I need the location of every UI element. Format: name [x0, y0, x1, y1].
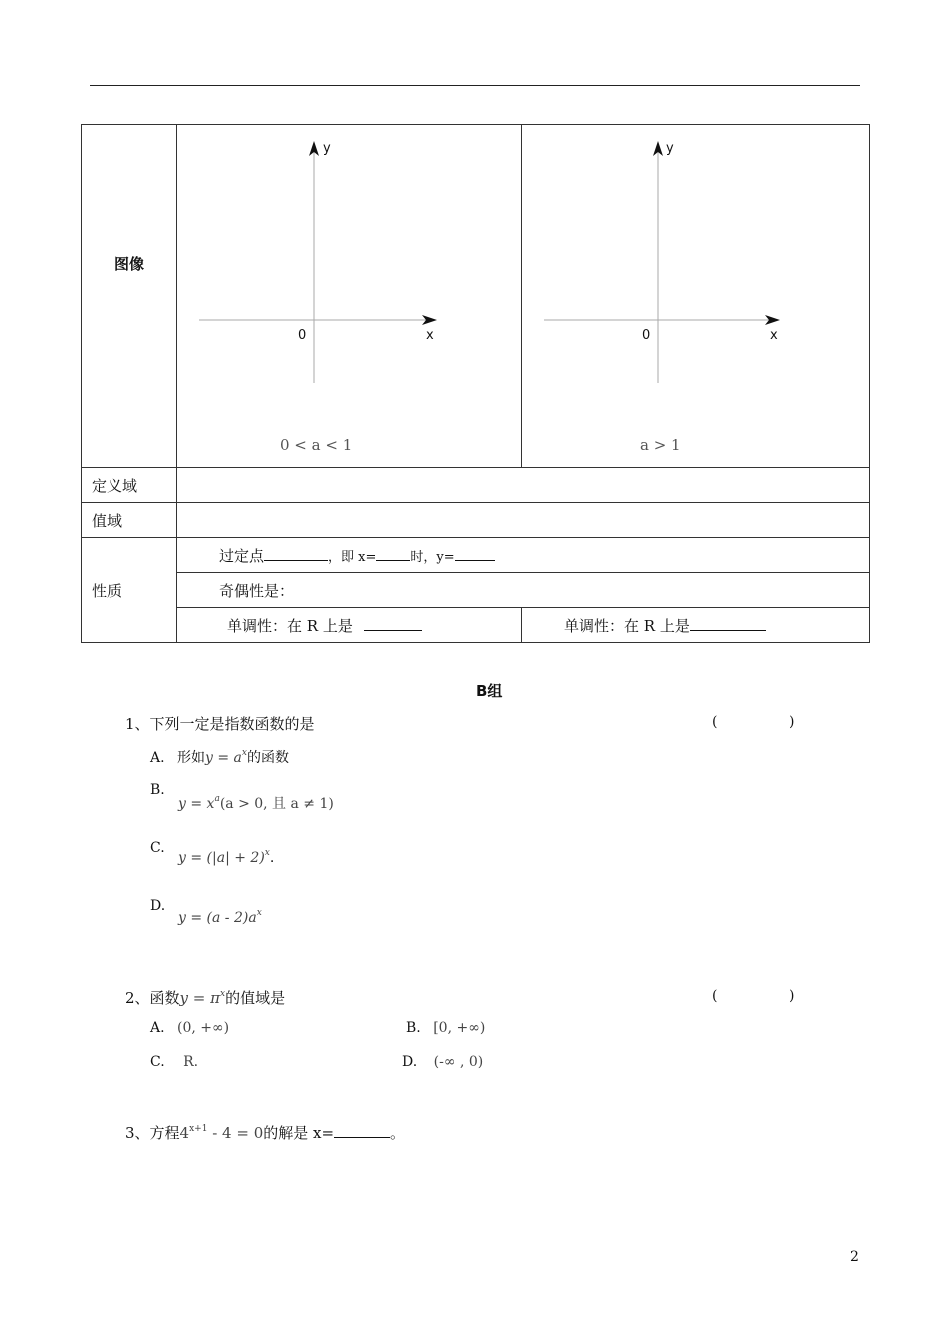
q1-stem: 1、下列一定是指数函数的是 — [125, 715, 315, 733]
y-value-blank[interactable] — [455, 546, 495, 561]
q2-a-label: A. — [150, 1020, 165, 1036]
q2-sup: x — [219, 989, 226, 999]
q2-formula: y = π — [179, 989, 220, 1007]
q3-end: 。 — [390, 1124, 406, 1142]
mono-right-blank[interactable] — [690, 616, 766, 631]
q1-option-a[interactable] — [150, 747, 289, 767]
q3-formula: - 4 = 0 — [207, 1124, 264, 1142]
q2-b-label: B. — [406, 1020, 421, 1036]
origin-label: 0 — [642, 328, 651, 343]
x-value-blank[interactable] — [376, 546, 410, 561]
mono-left-blank[interactable] — [364, 616, 422, 631]
y-axis-label: y — [323, 141, 331, 156]
q2-option-d[interactable] — [402, 1054, 483, 1070]
q1-a-formula: y = a — [205, 750, 242, 766]
q2-stem — [125, 987, 285, 1008]
q1-c-label[interactable]: C. — [150, 840, 165, 856]
fixed-point-text-3: 时，y= — [410, 549, 455, 565]
graph-right-cell — [522, 125, 870, 468]
q1-c-sup: x — [264, 848, 270, 858]
x-axis-label: x — [770, 328, 778, 343]
row-domain — [82, 468, 870, 503]
graph-right-caption: a > 1 — [640, 436, 681, 454]
domain-answer — [177, 468, 870, 503]
q1-a-label: A. — [150, 750, 165, 766]
q3-sup: x+1 — [189, 1124, 208, 1134]
q3-base: 4 — [179, 1124, 190, 1142]
fixed-point-cell — [177, 538, 870, 573]
row-image — [82, 125, 870, 468]
graph-left-caption: 0 < a < 1 — [280, 436, 353, 454]
mono-left-cell — [177, 608, 522, 643]
properties-label: 性质 — [82, 538, 177, 643]
parity-cell — [177, 573, 870, 608]
graph-left-cell — [177, 125, 522, 468]
q1-c-formula: y = (|a| + 2) — [178, 850, 265, 866]
q1-a-sup: x — [241, 748, 247, 758]
q2-paren-left: ( — [712, 988, 718, 1004]
q3-answer-blank[interactable] — [334, 1123, 390, 1138]
range-answer — [177, 503, 870, 538]
q3-pre: 3、方程 — [125, 1124, 180, 1142]
q2-post: 的值域是 — [225, 989, 286, 1007]
range-label: 值域 — [82, 503, 177, 538]
q1-a-pre: 形如 — [177, 750, 206, 766]
parity-text: 奇偶性是： — [219, 581, 295, 600]
image-label: 图像 — [82, 125, 177, 468]
domain-label: 定义域 — [82, 468, 177, 503]
graph-left — [177, 125, 522, 467]
q1-option-d[interactable] — [178, 910, 262, 926]
origin-label: 0 — [298, 328, 307, 343]
q1-c-post: . — [269, 850, 275, 866]
y-axis-label: y — [666, 141, 674, 156]
q1-option-b[interactable] — [178, 793, 334, 813]
graph-right — [522, 125, 870, 467]
q2-pre: 2、函数 — [125, 989, 180, 1007]
q1-d-sup: x — [256, 908, 262, 918]
q2-option-c[interactable] — [150, 1054, 198, 1070]
page-number: 2 — [850, 1249, 859, 1265]
mono-left-text: 单调性：在 R 上是 — [227, 616, 353, 635]
q1-b-label[interactable]: B. — [150, 782, 165, 798]
q1-b-formula: y = x — [178, 796, 215, 812]
q2-d-label: D. — [402, 1054, 418, 1070]
row-parity — [82, 573, 870, 608]
q1-d-label[interactable]: D. — [150, 898, 166, 914]
group-title: B组 — [476, 682, 503, 700]
x-axis-label: x — [426, 328, 434, 343]
q2-option-a[interactable] — [150, 1020, 229, 1036]
q2-c-label: C. — [150, 1054, 165, 1070]
q1-paren-right: ) — [789, 714, 795, 730]
q2-option-b[interactable] — [406, 1020, 485, 1036]
q1-b-sup: a — [214, 794, 220, 804]
mono-right-cell — [522, 608, 870, 643]
q2-a-val: (0, +∞) — [177, 1020, 230, 1036]
q3-stem — [125, 1122, 405, 1143]
fixed-point-text-1: 过定点 — [219, 546, 265, 565]
q2-paren-right: ) — [789, 988, 795, 1004]
q1-d-formula: y = (a - 2)a — [178, 910, 257, 926]
q2-b-val: [0, +∞) — [433, 1020, 486, 1036]
row-range — [82, 503, 870, 538]
q1-paren-left: ( — [712, 714, 718, 730]
row-monotonicity — [82, 608, 870, 643]
fixed-point-blank[interactable] — [264, 546, 328, 561]
q2-d-val: (-∞ , 0) — [433, 1054, 484, 1070]
q3-post: 的解是 x= — [263, 1124, 335, 1142]
q1-b-cond: (a > 0, 且 a ≠ 1) — [219, 796, 334, 812]
exponential-function-table — [81, 124, 870, 643]
mono-right-text: 单调性：在 R 上是 — [564, 616, 690, 635]
q2-c-val: R. — [183, 1054, 199, 1070]
fixed-point-text-2: ，即 x= — [328, 549, 377, 565]
q1-option-c[interactable] — [178, 850, 274, 866]
q1-a-post: 的函数 — [246, 750, 289, 766]
row-fixed-point — [82, 538, 870, 573]
header-rule — [90, 85, 860, 86]
